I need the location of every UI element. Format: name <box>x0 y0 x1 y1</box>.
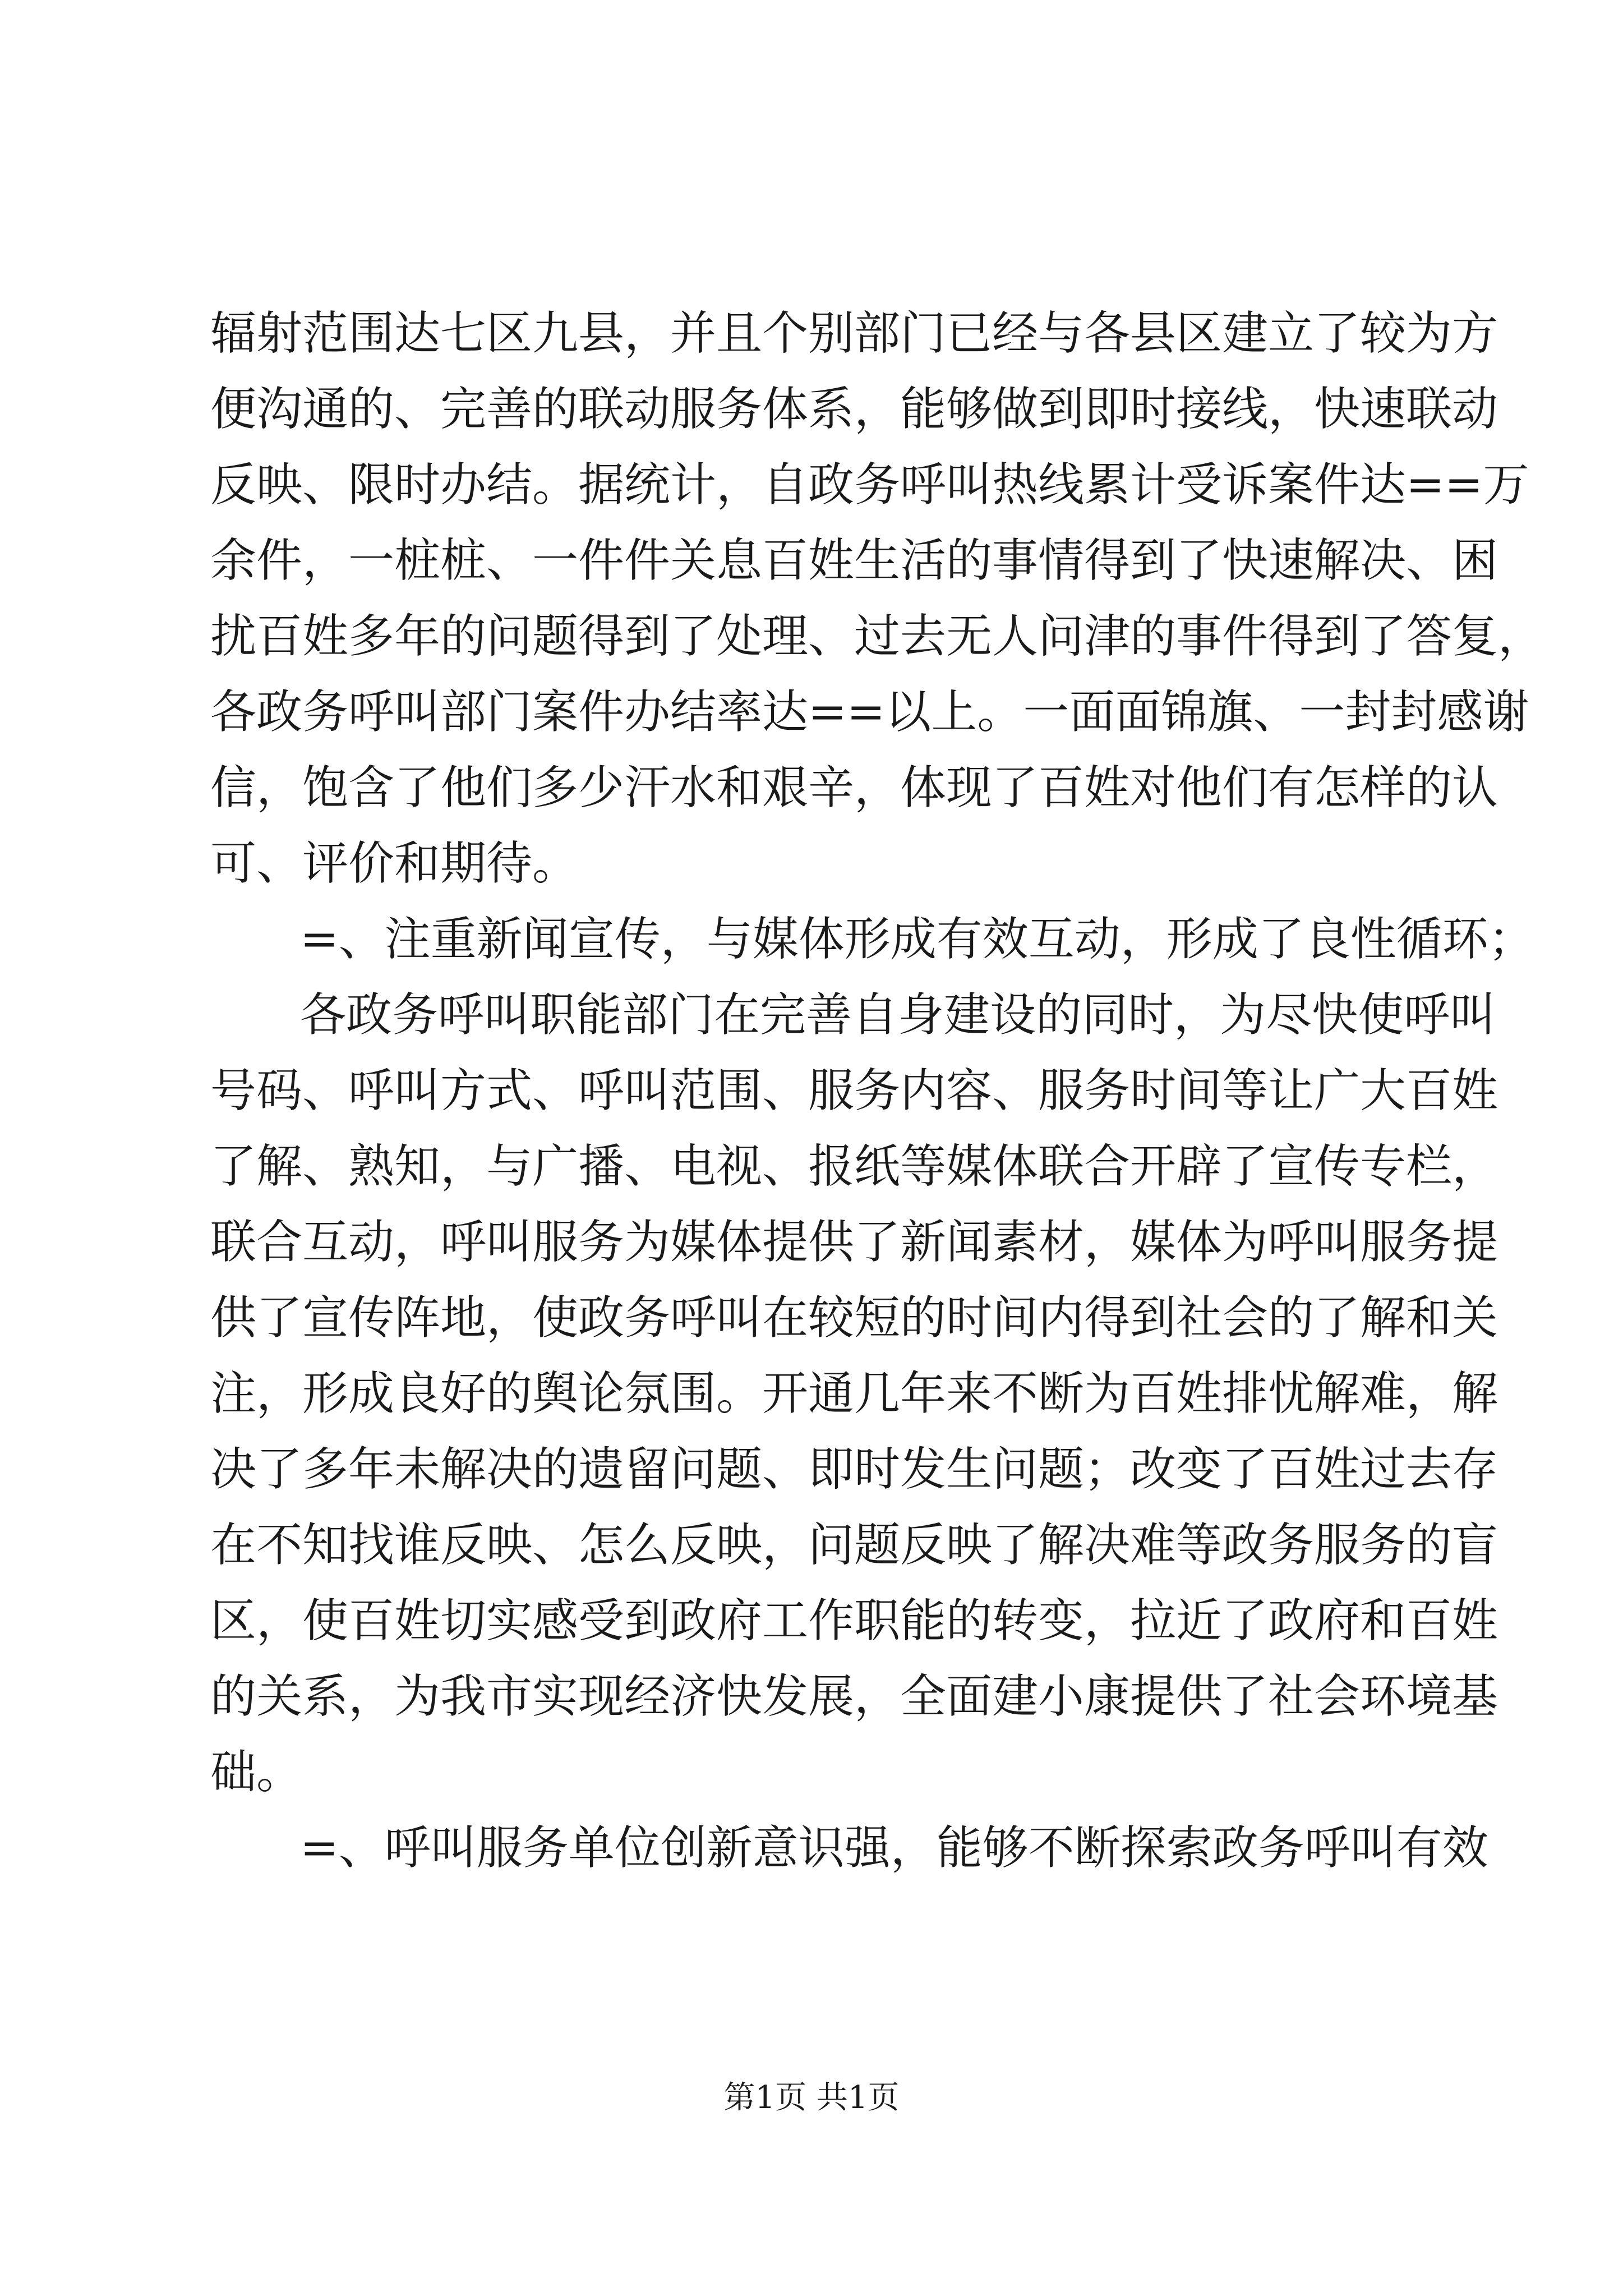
body-text-line: 余件，一桩桩、一件件关息百姓生活的事情得到了快速解决、困 <box>210 534 1498 587</box>
body-text-line: 区，使百姓切实感受到政府工作职能的转变，拉近了政府和百姓 <box>210 1594 1498 1648</box>
body-text-line: 了解、熟知，与广播、电视、报纸等媒体联合开辟了宣传专栏， <box>210 1140 1498 1193</box>
body-text-line: 决了多年未解决的遗留问题、即时发生问题；改变了百姓过去存 <box>210 1443 1498 1496</box>
page-footer: 第1页 共1页 <box>723 2079 900 2116</box>
body-text-line: 的关系，为我市实现经济快发展，全面建小康提供了社会环境基 <box>210 1670 1498 1723</box>
body-text-line: 各政务呼叫部门案件办结率达==以上。一面面锦旗、一封封感谢 <box>210 685 1529 739</box>
body-text-line: 反映、限时办结。据统计，自政务呼叫热线累计受诉案件达==万 <box>210 458 1529 512</box>
body-text-line: 各政务呼叫职能部门在完善自身建设的同时，为尽快使呼叫 <box>300 988 1496 1042</box>
body-text-line: 便沟通的、完善的联动服务体系，能够做到即时接线，快速联动 <box>210 383 1498 436</box>
section-heading: =、注重新闻宣传，与媒体形成有效互动，形成了良性循环； <box>300 913 1534 966</box>
body-text-line: 信，饱含了他们多少汗水和艰辛，体现了百姓对他们有怎样的认 <box>210 761 1498 815</box>
body-text-line: 辐射范围达七区九县，并且个别部门已经与各县区建立了较为方 <box>210 307 1498 360</box>
body-text-line: 扰百姓多年的问题得到了处理、过去无人问津的事件得到了答复， <box>210 610 1544 663</box>
body-text-line: 联合互动，呼叫服务为媒体提供了新闻素材，媒体为呼叫服务提 <box>210 1216 1498 1269</box>
body-text-line: 供了宣传阵地，使政务呼叫在较短的时间内得到社会的了解和关 <box>210 1291 1498 1345</box>
body-text-line: 可、评价和期待。 <box>210 837 579 890</box>
section-heading: =、呼叫服务单位创新意识强，能够不断探索政务呼叫有效 <box>300 1821 1488 1875</box>
body-text-line: 在不知找谁反映、怎么反映，问题反映了解决难等政务服务的盲 <box>210 1519 1498 1572</box>
body-text-line: 号码、呼叫方式、呼叫范围、服务内容、服务时间等让广大百姓 <box>210 1064 1498 1117</box>
body-text-line: 础。 <box>210 1746 303 1799</box>
body-text-line: 注，形成良好的舆论氛围。开通几年来不断为百姓排忧解难，解 <box>210 1367 1498 1420</box>
